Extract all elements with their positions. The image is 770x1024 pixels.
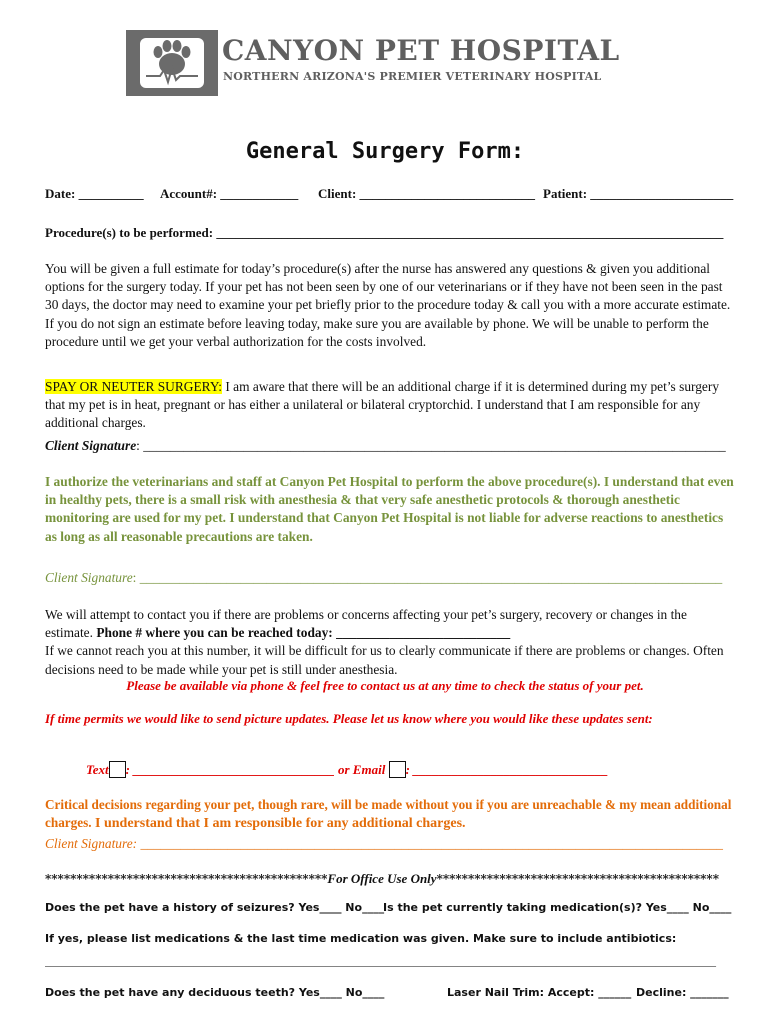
text-option-label: Text: [86, 762, 109, 777]
procedure-line[interactable]: ______________________________________________________________________________: [216, 225, 724, 240]
office-use-stars-right: *********************************************: [436, 872, 719, 886]
medications-prompt: If yes, please list medications & the last time medication was given. Make sure to include antibiotics:: [45, 932, 677, 945]
procedure-label: Procedure(s) to be performed:: [45, 225, 214, 240]
phone-field[interactable]: __________________________: [336, 625, 511, 641]
nail-trim-decline[interactable]: Decline: _______: [636, 986, 729, 999]
critical-text: Critical decisions regarding your pet, though rare, will be made without you if you are unreachable & my mean additional charges.: [45, 797, 732, 831]
text-number-field[interactable]: : _______________________________: [125, 762, 335, 777]
signature-label: Client Signature:: [45, 836, 138, 851]
phone-label: Phone # where you can be reached today:: [96, 625, 337, 641]
contact-text-1: We will attempt to contact you if there are problems or concerns affecting your pet’s surgery, recovery or changes in the estimate.: [45, 607, 687, 641]
contact-paragraph: [45, 606, 735, 679]
estimate-paragraph: You will be given a full estimate for today’s procedure(s) after the nurse has answered any questions & given you additional options for the surgery today. If your pet has not been seen by one of our veterinarians or if they have not been seen in the past 30 days, the doctor may need to examine your pet briefly prior to the procedure today & call you with a more accurate estimate. If you do not sign an estimate before leaving today, make sure you are available by phone. We will be unable to perform the procedure until we get your verbal authorization for the costs involved.: [45, 261, 731, 349]
seizures-question[interactable]: Does the pet have a history of seizures? Yes____ No____: [45, 901, 385, 914]
spay-neuter-text: I am aware that there will be an additional charge if it is determined during my pet’s surgery that my pet is in heat, pregnant or has either a unilateral or bilateral cryptorchid. I understand that I am responsible for any additional charges.: [45, 379, 720, 431]
hospital-tagline: NORTHERN ARIZONA'S PREMIER VETERINARY HOSPITAL: [223, 70, 602, 83]
date-field[interactable]: Date: __________: [45, 186, 144, 201]
office-use-divider: [45, 871, 725, 887]
picture-updates-prompt: If time permits we would like to send picture updates. Please let us know where you would like these updates sent:: [45, 711, 653, 726]
procedure-field[interactable]: [45, 225, 723, 241]
signature-label: Client Signature: [45, 438, 137, 453]
spay-neuter-paragraph: [45, 378, 735, 433]
text-checkbox[interactable]: [109, 761, 126, 778]
email-field[interactable]: : ______________________________: [405, 762, 609, 777]
form-title: General Surgery Form:: [245, 139, 525, 164]
client-field[interactable]: Client: ___________________________: [318, 186, 536, 201]
client-signature-3[interactable]: [45, 836, 723, 852]
nail-trim-accept[interactable]: Laser Nail Trim: Accept: ______: [447, 986, 632, 999]
critical-paragraph: [45, 796, 735, 833]
medication-question[interactable]: Is the pet currently taking medication(s)? Yes____ No____: [383, 901, 732, 914]
paw-heartbeat-icon: [140, 38, 204, 88]
email-checkbox[interactable]: [389, 761, 406, 778]
office-use-stars-left: *********************************************: [45, 872, 328, 886]
deciduous-teeth-question[interactable]: Does the pet have any deciduous teeth? Yes____ No____: [45, 986, 385, 999]
contact-text-2: If we cannot reach you at this number, it will be difficult for us to clearly communicate if there are problems or changes. Often decisions need to be made while your pet is still under anesthesia.: [45, 643, 724, 677]
hospital-name: CANYON PET HOSPITAL: [222, 34, 620, 67]
signature-line[interactable]: _______________________________________________________________________________________: [137, 836, 723, 851]
signature-line[interactable]: : _______________________________________________________________________________________: [132, 570, 723, 585]
signature-line[interactable]: : _______________________________________________________________________________________: [136, 438, 726, 453]
email-option-label: or Email: [337, 762, 386, 777]
update-options: [86, 761, 608, 778]
spay-neuter-heading: SPAY OR NEUTER SURGERY:: [45, 379, 222, 394]
available-notice: Please be available via phone & feel free to contact us at any time to check the status of your pet.: [126, 678, 644, 693]
signature-label: Client Signature: [45, 570, 133, 585]
client-signature-1[interactable]: [45, 438, 726, 454]
account-field[interactable]: Account#: ____________: [160, 186, 299, 201]
responsibility-text: I understand that I am responsible for any additional charges.: [91, 816, 466, 832]
logo-mark: [126, 30, 218, 96]
authorization-paragraph: I authorize the veterinarians and staff at Canyon Pet Hospital to perform the above procedure(s). I understand that even in healthy pets, there is a small risk with anesthesia & that very safe anesthetic protocols & thorough anesthetic monitoring are used for my pet. I understand that Canyon Pet Hospital is not liable for adverse reactions to anesthetics as long as all reasonable precautions are taken.: [45, 474, 734, 544]
office-use-label: For Office Use Only: [327, 871, 437, 886]
medications-line[interactable]: __________________________________________________________________________________________________________________________: [45, 956, 716, 968]
client-signature-2[interactable]: [45, 570, 722, 586]
patient-field[interactable]: Patient: ______________________: [543, 186, 734, 201]
